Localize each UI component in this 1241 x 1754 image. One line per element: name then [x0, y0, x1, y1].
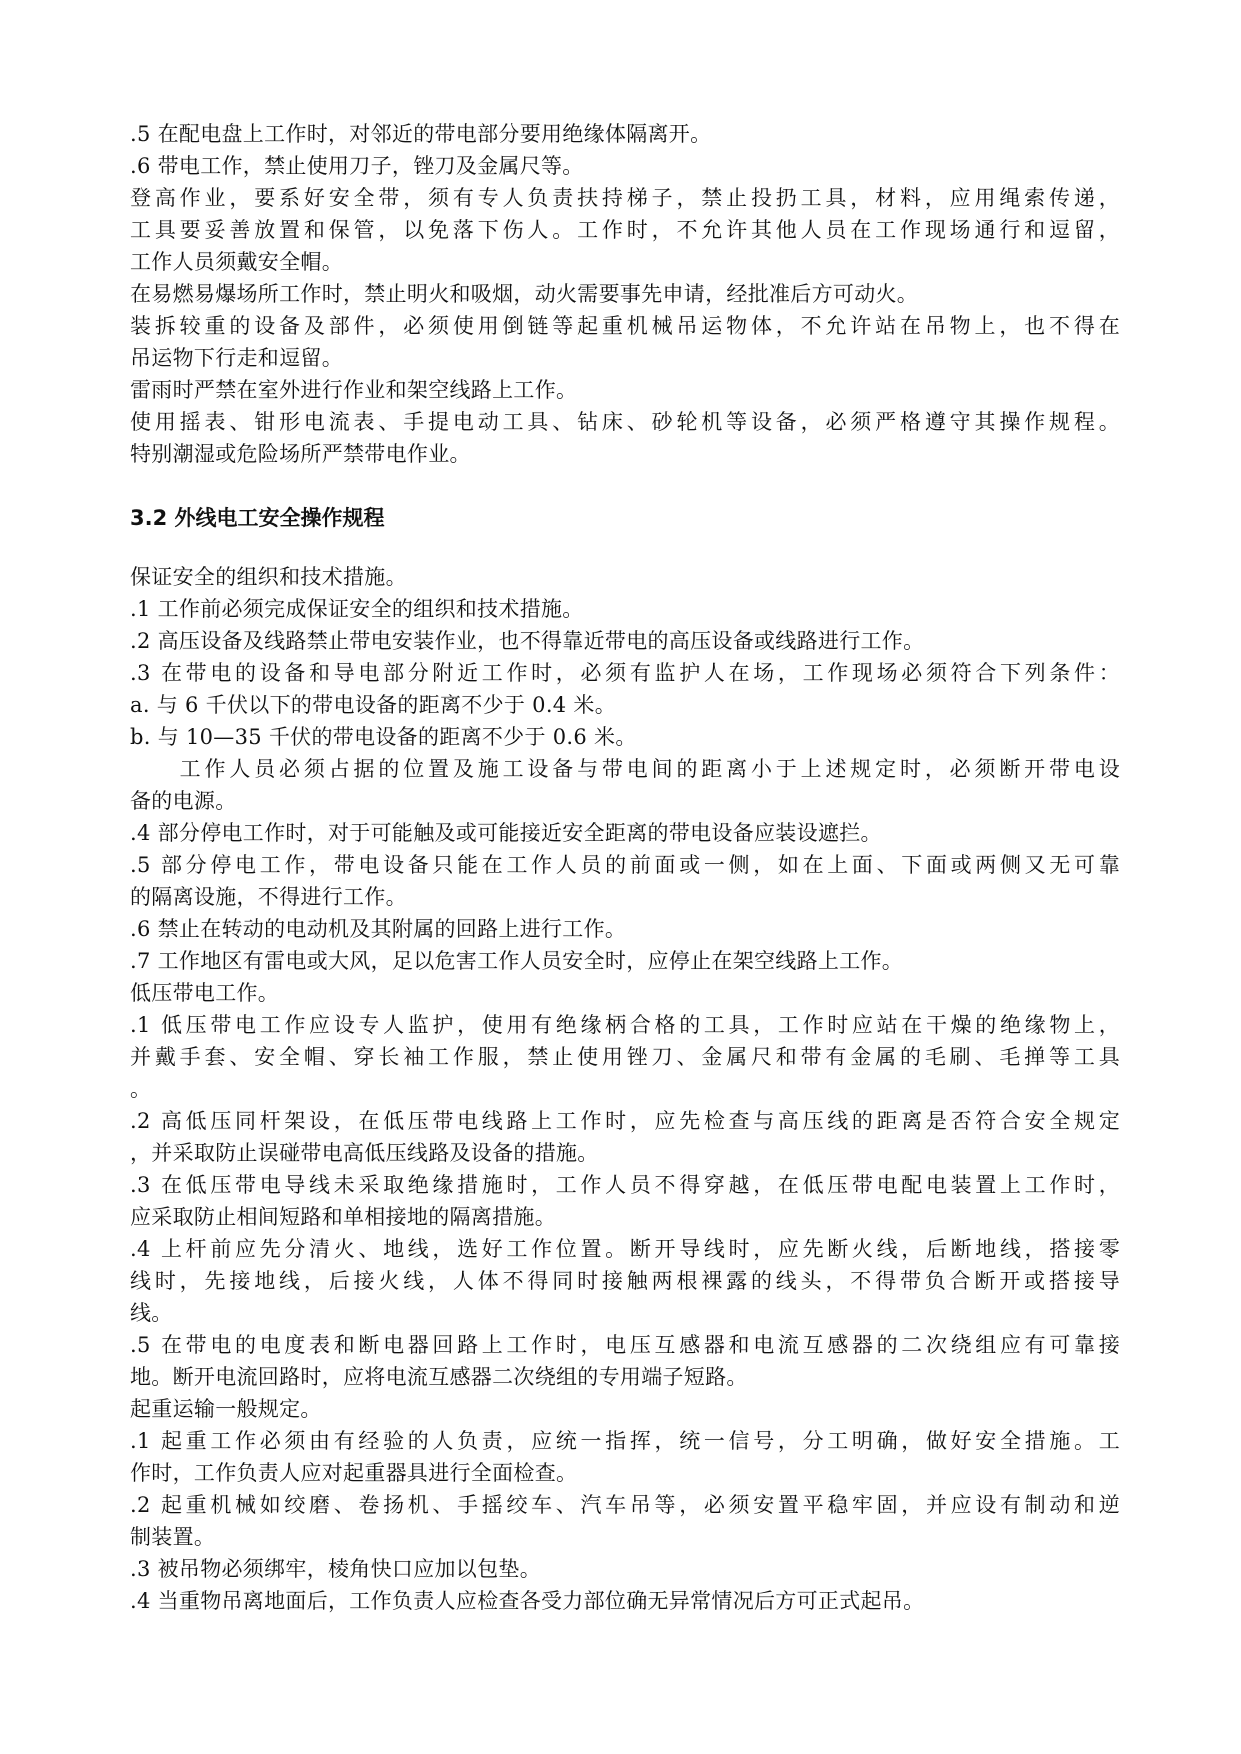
text-line: .4 当重物吊离地面后，工作负责人应检查各受力部位确无异常情况后方可正式起吊。	[130, 1589, 925, 1613]
text-line: .1 起重工作必须由有经验的人负责，应统一指挥，统一信号，分工明确，做好安全措施。工	[130, 1429, 1120, 1453]
text-line: 特别潮湿或危险场所严禁带电作业。	[130, 442, 471, 466]
text-line: .2 高低压同杆架设，在低压带电线路上工作时，应先检查与高压线的距离是否符合安全规定	[130, 1109, 1120, 1133]
text-line: 雷雨时严禁在室外进行作业和架空线路上工作。	[130, 378, 578, 402]
text-line: .5 在带电的电度表和断电器回路上工作时，电压互感器和电流互感器的二次绕组应有可靠接	[130, 1333, 1120, 1357]
text-line: 并戴手套、安全帽、穿长袖工作服，禁止使用锉刀、金属尺和带有金属的毛刷、毛掸等工具	[130, 1045, 1120, 1069]
text-line: .3 在低压带电导线未采取绝缘措施时，工作人员不得穿越，在低压带电配电装置上工作时，	[130, 1173, 1120, 1197]
text-line: .1 工作前必须完成保证安全的组织和技术措施。	[130, 597, 584, 621]
text-line: .7 工作地区有雷电或大风，足以危害工作人员安全时，应停止在架空线路上工作。	[130, 949, 904, 973]
text-line: .3 被吊物必须绑牢，棱角快口应加以包垫。	[130, 1557, 542, 1581]
text-line: 备的电源。	[130, 789, 237, 813]
text-line: ，并采取防止误碰带电高低压线路及设备的措施。	[130, 1141, 599, 1165]
text-line: 工作人员必须占据的位置及施工设备与带电间的距离小于上述规定时，必须断开带电设	[130, 757, 1120, 781]
text-line: a. 与 6 千伏以下的带电设备的距离不少于 0.4 米。	[130, 693, 617, 717]
text-line: .4 部分停电工作时，对于可能触及或可能接近安全距离的带电设备应装设遮拦。	[130, 821, 882, 845]
text-line: 地。断开电流回路时，应将电流互感器二次绕组的专用端子短路。	[130, 1365, 748, 1389]
text-line: 吊运物下行走和逗留。	[130, 346, 343, 370]
section-heading: 3.2 外线电工安全操作规程	[130, 506, 385, 530]
text-line: .5 在配电盘上工作时，对邻近的带电部分要用绝缘体隔离开。	[130, 122, 712, 146]
text-line: 保证安全的组织和技术措施。	[130, 565, 407, 589]
text-line: 工作人员须戴安全帽。	[130, 250, 343, 274]
text-line: .6 带电工作，禁止使用刀子，锉刀及金属尺等。	[130, 154, 584, 178]
text-line: 低压带电工作。	[130, 981, 280, 1005]
text-line: 线时，先接地线，后接火线，人体不得同时接触两根裸露的线头，不得带负合断开或搭接导	[130, 1269, 1120, 1293]
text-line: .2 高压设备及线路禁止带电安装作业，也不得靠近带电的高压设备或线路进行工作。	[130, 629, 925, 653]
text-line: 在易燃易爆场所工作时，禁止明火和吸烟，动火需要事先申请，经批准后方可动火。	[130, 282, 919, 306]
text-line: 应采取防止相间短路和单相接地的隔离措施。	[130, 1205, 556, 1229]
text-line: .2 起重机械如绞磨、卷扬机、手摇绞车、汽车吊等，必须安置平稳牢固，并应设有制动和逆	[130, 1493, 1120, 1517]
text-line: 装拆较重的设备及部件，必须使用倒链等起重机械吊运物体，不允许站在吊物上，也不得在	[130, 314, 1120, 338]
text-line: 作时，工作负责人应对起重器具进行全面检查。	[130, 1461, 578, 1485]
section-2-body	[130, 561, 1120, 1617]
text-line: b. 与 10—35 千伏的带电设备的距离不少于 0.6 米。	[130, 725, 637, 749]
section-1-body	[130, 118, 1120, 470]
text-line: 。	[130, 1077, 152, 1101]
text-line: 工具要妥善放置和保管，以免落下伤人。工作时，不允许其他人员在工作现场通行和逗留，	[130, 218, 1120, 242]
text-line: .6 禁止在转动的电动机及其附属的回路上进行工作。	[130, 917, 627, 941]
text-line: 登高作业，要系好安全带，须有专人负责扶持梯子，禁止投扔工具，材料，应用绳索传递，	[130, 186, 1120, 210]
text-line: .4 上杆前应先分清火、地线，选好工作位置。断开导线时，应先断火线，后断地线，搭接零	[130, 1237, 1120, 1261]
text-line: 使用摇表、钳形电流表、手提电动工具、钻床、砂轮机等设备，必须严格遵守其操作规程。	[130, 410, 1120, 434]
text-line: .3 在带电的设备和导电部分附近工作时，必须有监护人在场，工作现场必须符合下列条件：	[130, 661, 1120, 685]
text-line: .1 低压带电工作应设专人监护，使用有绝缘柄合格的工具，工作时应站在干燥的绝缘物上，	[130, 1013, 1120, 1037]
text-line: 起重运输一般规定。	[130, 1397, 322, 1421]
text-line: .5 部分停电工作，带电设备只能在工作人员的前面或一侧，如在上面、下面或两侧又无可靠	[130, 853, 1120, 877]
text-line: 的隔离设施，不得进行工作。	[130, 885, 407, 909]
text-line: 线。	[130, 1301, 173, 1325]
text-line: 制装置。	[130, 1525, 216, 1549]
